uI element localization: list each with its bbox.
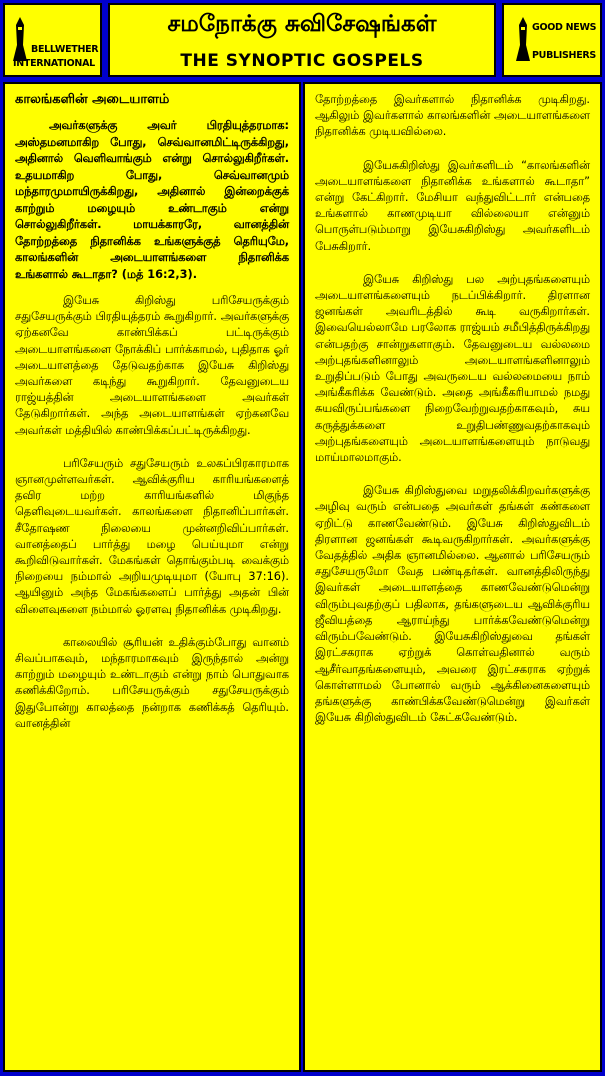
header [3, 3, 602, 77]
right-logo-line1: GOOD NEWS [532, 22, 597, 33]
page-title-english: THE SYNOPTIC GOSPELS [180, 51, 424, 71]
right-paragraph-3: இயேசு கிறிஸ்து பல அற்புதங்களையும் அடையாளங்களையும் நடப்பிக்கிறார். திரளான ஜனங்கள் அவரிடத்தில் கூடி வருகிறார்கள். இவையெல்லாமே பரலோக ராஜ்யம் சமீபித்திருக்கிறது என்பதற்கு சான்றுகளாகும். தேவனுடைய வல்லமை அற்புதங்களினாலும் அடையாளங்களினாலும் உறுதிப்படும் போது அவருடைய வல்லமையை நாம் அங்கீகரிக்க வேண்டும். அதை அங்கீகரியாமல் நமது சுயவிருப்பங்களை நிறைவேற்றுவதற்காகவும், சுய கருத்துக்களை உறுதிபண்ணுவதற்காகவும் அற்புதங்களையும் அடையாளங்களையும் நாடுவது மாய்மாலமாகும். [315, 272, 590, 465]
page-title-tamil: சமநோக்கு சுவிசேஷங்கள் [167, 11, 437, 37]
title-box [108, 3, 496, 77]
publisher-logo[interactable] [502, 3, 602, 77]
bellwether-logo[interactable] [3, 3, 102, 77]
left-logo-line2: INTERNATIONAL [13, 58, 95, 69]
left-paragraph-2: பரிசேயரும் சதுசேயரும் உலகப்பிரகாரமாக ஞானமுள்ளவர்கள். ஆவிக்குரிய காரியங்களைத் தவிர மற்ற காரியங்களில் மிகுந்த தெளிவுடையவர்கள். காலங்களை நிதானிப்பார்கள். சீதோஷண நிலையை முன்னறிவிப்பார்கள். வானத்தைப் பார்த்து மழை பெய்யுமா என்று கூறிவிடுவார்கள். மேகங்கள் தொங்கும்படி வைக்கும் நிறையை நம்மால் அறியமுடியுமா (யோபு 37:16). ஆயினும் அந்த மேகங்களைப் பார்த்து அதன் பின் விளைவுகளை நம்மால் ஓரளவு நிதானிக்க முடிகிறது. [15, 456, 289, 616]
left-paragraph-3: காலையில் சூரியன் உதிக்கும்போது வானம் சிவப்பாகவும், மந்தாரமாகவும் இருந்தால் அன்று காற்றும் மழையும் உண்டாகும் என்று நாம் பொதுவாக கணிக்கிறோம். பரிசேயருக்கும் சதுசேயருக்கும் இதுபோன்று காலத்தை நன்றாக கணிக்கத் தெரியும். வானத்தின் [15, 635, 289, 730]
left-paragraph-1: இயேசு கிறிஸ்து பரிசேயருக்கும் சதுசேயருக்கும் பிரதியுத்தரம் கூறுகிறார். அவர்களுக்கு ஏற்கனவே காண்பிக்கப் பட்டிருக்கும் அடையாளங்களை நோக்கிப் பார்க்காமல், புதிதாக ஓர் அடையாளத்தை தேடுவதற்காக இயேசு கிறிஸ்து அவர்களை கடிந்து கூறுகிறார். தேவனுடைய ராஜ்யத்தின் அடையாளங்களை அவர்கள் தேடுகிறார்கள். அந்த அடையாளங்கள் ஏற்கனவே அவர்கள் மத்தியில் காண்பிக்கப்பட்டிருக்கிறது. [15, 294, 289, 437]
right-logo-line2: PUBLISHERS [532, 50, 596, 61]
left-logo-line1: BELLWETHER [31, 44, 99, 55]
right-paragraph-2: இயேசுகிறிஸ்து இவர்களிடம் “காலங்களின் அடையாளங்களை நிதானிக்க உங்களால் கூடாதா” என்று கேட்கிறார். மேசியா வந்துவிட்டார் என்பதை உங்களால் காணமுடியா வில்லையா என்னும் பொருள்படும்மாறு இயேசுகிறிஸ்து அவர்களிடம் பேசுகிறார். [315, 158, 590, 253]
right-paragraph-1: தோற்றத்தை இவர்களால் நிதானிக்க முடிகிறது. ஆகிலும் இவர்களால் காலங்களின் அடையாளங்களை நிதானிக்க முடியவில்லை. [315, 93, 590, 139]
left-column [3, 82, 301, 1072]
scripture-quote: அவர்களுக்கு அவர் பிரதியுத்தரமாக: அஸ்தமனமாகிற போது, செவ்வானமிட்டிருக்கிறது, அதினால் வெளிவாங்கும் என்று சொல்லுகிறீர்கள். உதயமாகிற போது, செவ்வானமும் மந்தாரமுமாயிருக்கிறது, அதினால் இன்றைக்குக் காற்றும் மழையும் உண்டாகும் என்று சொல்லுகிறீர்கள். மாயக்காரரே, வானத்தின் தோற்றத்தை நிதானிக்க உங்களுக்குத் தெரியுமே, காலங்களின் அடையாளங்களை நிதானிக்க உங்களால் கூடாதா? (மத் 16:2,3). [15, 119, 289, 281]
publisher-icon [514, 15, 532, 65]
right-paragraph-4: இயேசு கிறிஸ்துவை மறுதலிக்கிறவர்களுக்கு அழிவு வரும் என்பதை அவர்கள் தங்கள் கண்களை ஏறிட்டு காணவேண்டும். இயேசு கிறிஸ்துவிடம் திரளான ஜனங்கள் கூடிவருகிறார்கள். அவர்களுக்கு வேதத்தில் அதிக ஞானமில்லை. ஆனால் பரிசேயரும் சதுசேயருமோ வேத பண்டிதர்கள். வானத்திலிருந்து இவர்கள் அடையாளத்தை காணவேண்டுமென்று விரும்புவதற்குப் பதிலாக, தங்களுடைய ஆவிக்குரிய ஜீவியத்தை ஆராய்ந்து பார்க்கவேண்டுமென்று விரும்பவேண்டும். இயேசுகிறிஸ்துவை தங்கள் இரட்சகராக ஏற்றுக் கொள்வதினால் வரும் ஆசீர்வாதங்களையும், அவரை இரட்சகராக ஏற்றுக் கொள்ளாமல் போனால் வரும் ஆக்கினைகளையும் தங்களுக்கு காண்பிக்கவேண்டுமென்று இவர்கள் இயேசு கிறிஸ்துவிடம் கேட்கவேண்டும். [315, 484, 590, 725]
right-column [303, 82, 602, 1072]
section-heading: காலங்களின் அடையாளம் [15, 92, 170, 107]
